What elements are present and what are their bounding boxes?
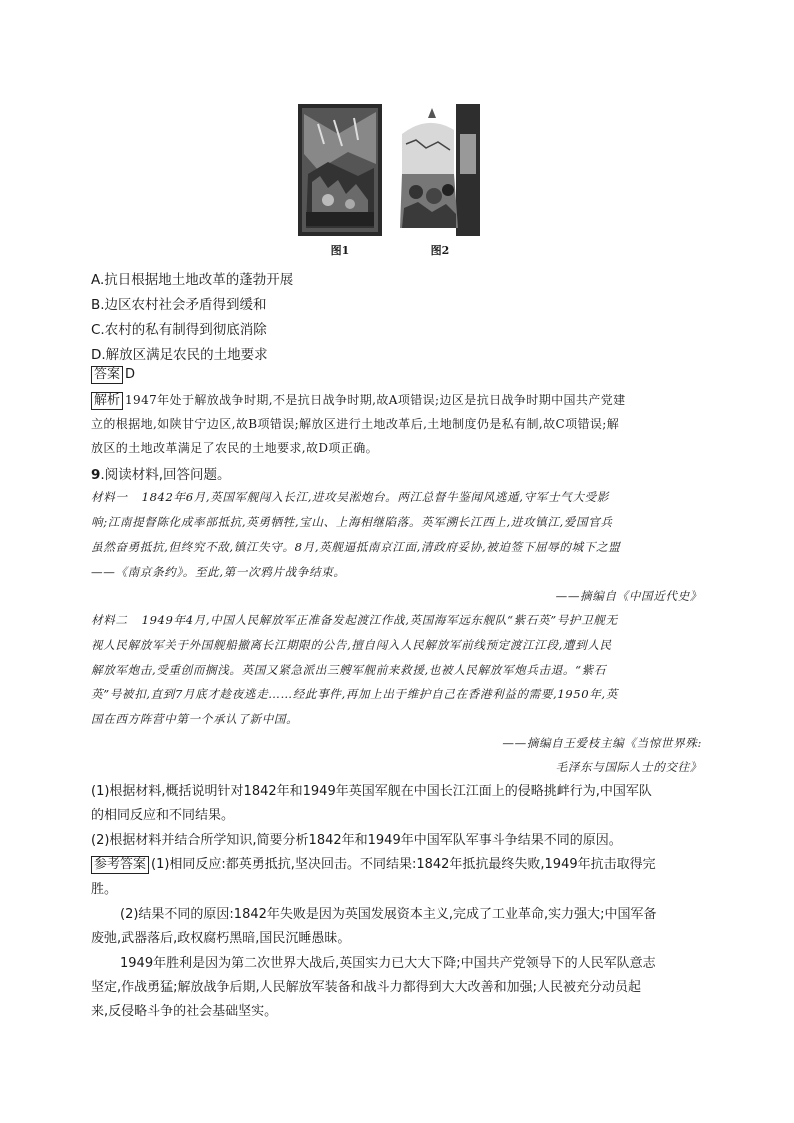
material-2-line-5: 国在西方阵营中第一个承认了新中国。 bbox=[91, 712, 299, 726]
reference-line-7: 来,反侵略斗争的社会基础坚实。 bbox=[91, 1004, 278, 1019]
question-number: 9 bbox=[91, 467, 101, 483]
material-2-line-2: 视人民解放军关于外国舰船撤离长江期限的公告,擅自闯入人民解放军前线预定渡江江段,遭到人民 bbox=[91, 638, 612, 652]
answer-label: 答案 bbox=[91, 366, 123, 384]
answer-row bbox=[91, 366, 135, 384]
option-b: B.边区农村社会矛盾得到缓和 bbox=[91, 297, 267, 313]
analysis-text-1: 1947年处于解放战争时期,不是抗日战争时期,故A项错误;边区是抗日战争时期中国共产党建 bbox=[125, 393, 626, 407]
material-2-line-4: 英”号被扣,直到7月底才趁夜逃走……经此事件,再加上出于维护自己在香港利益的需要,1950年,英 bbox=[91, 687, 618, 701]
reference-line-4: 废弛,武器落后,政权腐朽黑暗,国民沉睡愚昧。 bbox=[91, 931, 351, 946]
question-title: .阅读材料,回答问题。 bbox=[100, 467, 231, 483]
option-a: A.抗日根据地土地改革的蓬勃开展 bbox=[91, 272, 294, 288]
figure-2-woodcut-image bbox=[398, 104, 482, 236]
reference-line-6: 坚定,作战勇猛;解放战争后期,人民解放军装备和战斗力都得到大大改善和加强;人民被充分动员起 bbox=[91, 980, 642, 995]
figure-1-caption: 图1 bbox=[330, 244, 350, 257]
material-1-label: 材料一 bbox=[91, 490, 128, 504]
analysis-text-2: 立的根据地,如陕甘宁边区,故B项错误;解放区进行土地改革后,土地制度仍是私有制,故C项错误;解 bbox=[91, 417, 620, 431]
reference-answer-row bbox=[91, 853, 656, 874]
question-9-heading bbox=[91, 463, 231, 483]
question-2: (2)根据材料并结合所学知识,简要分析1842年和1949年中国军队军事斗争结果不同的原因。 bbox=[91, 833, 622, 848]
material-1-line-3: 虽然奋勇抵抗,但终究不敌,镇江失守。8月,英舰逼抵南京江面,清政府妥协,被迫签下屈辱的城下之盟 bbox=[91, 540, 621, 554]
material-2-line-1: 材料二 1949年4月,中国人民解放军正准备发起渡江作战,英国海军远东舰队“紫石英”号护卫舰无 bbox=[91, 613, 618, 627]
material-2-line-3: 解放军炮击,受重创而搁浅。英国又紧急派出三艘军舰前来救援,也被人民解放军炮兵击退。“紫石 bbox=[91, 663, 607, 677]
material-2-label: 材料二 bbox=[91, 613, 128, 627]
analysis-row bbox=[91, 391, 626, 410]
figure-group bbox=[296, 104, 496, 256]
analysis-text-3: 放区的土地改革满足了农民的土地要求,故D项正确。 bbox=[91, 441, 379, 455]
reference-line-2: 胜。 bbox=[91, 882, 118, 897]
option-d: D.解放区满足农民的土地要求 bbox=[91, 347, 268, 363]
material-1-source: ——摘编自《中国近代史》 bbox=[555, 589, 702, 603]
analysis-label: 解析 bbox=[91, 392, 123, 410]
reference-line-5: 1949年胜利是因为第二次世界大战后,英国实力已大大下降;中国共产党领导下的人民军队意志 bbox=[120, 956, 656, 971]
material-2-source-2: 毛泽东与国际人士的交往》 bbox=[555, 760, 702, 774]
reference-answer-label: 参考答案 bbox=[91, 856, 149, 874]
material-2-source-1: ——摘编自王爱枝主编《当惊世界殊: bbox=[502, 736, 702, 750]
figure-2-caption: 图2 bbox=[430, 244, 450, 257]
material-1-line-1: 材料一 1842年6月,英国军舰闯入长江,进攻吴淞炮台。两江总督牛鉴闻风逃遁,守军士气大受影 bbox=[91, 490, 609, 504]
question-1-line-1: (1)根据材料,概括说明针对1842年和1949年英国军舰在中国长江江面上的侵略挑衅行为,中国军队 bbox=[91, 784, 652, 799]
material-1-line-4: ——《南京条约》。至此,第一次鸦片战争结束。 bbox=[91, 565, 346, 579]
option-c: C.农村的私有制得到彻底消除 bbox=[91, 322, 267, 338]
figure-1-woodcut-image bbox=[298, 104, 382, 236]
reference-line-1: (1)相同反应:都英勇抵抗,坚决回击。不同结果:1842年抵抗最终失败,1949年抗击取得完 bbox=[151, 857, 656, 872]
reference-line-3: (2)结果不同的原因:1842年失败是因为英国发展资本主义,完成了工业革命,实力强大;中国军备 bbox=[120, 907, 657, 922]
answer-value: D bbox=[125, 367, 136, 382]
question-1-line-2: 的相同反应和不同结果。 bbox=[91, 808, 235, 823]
material-1-line-2: 响;江南提督陈化成率部抵抗,英勇牺牲,宝山、上海相继陷落。英军溯长江西上,进攻镇江,爱国官兵 bbox=[91, 515, 613, 529]
